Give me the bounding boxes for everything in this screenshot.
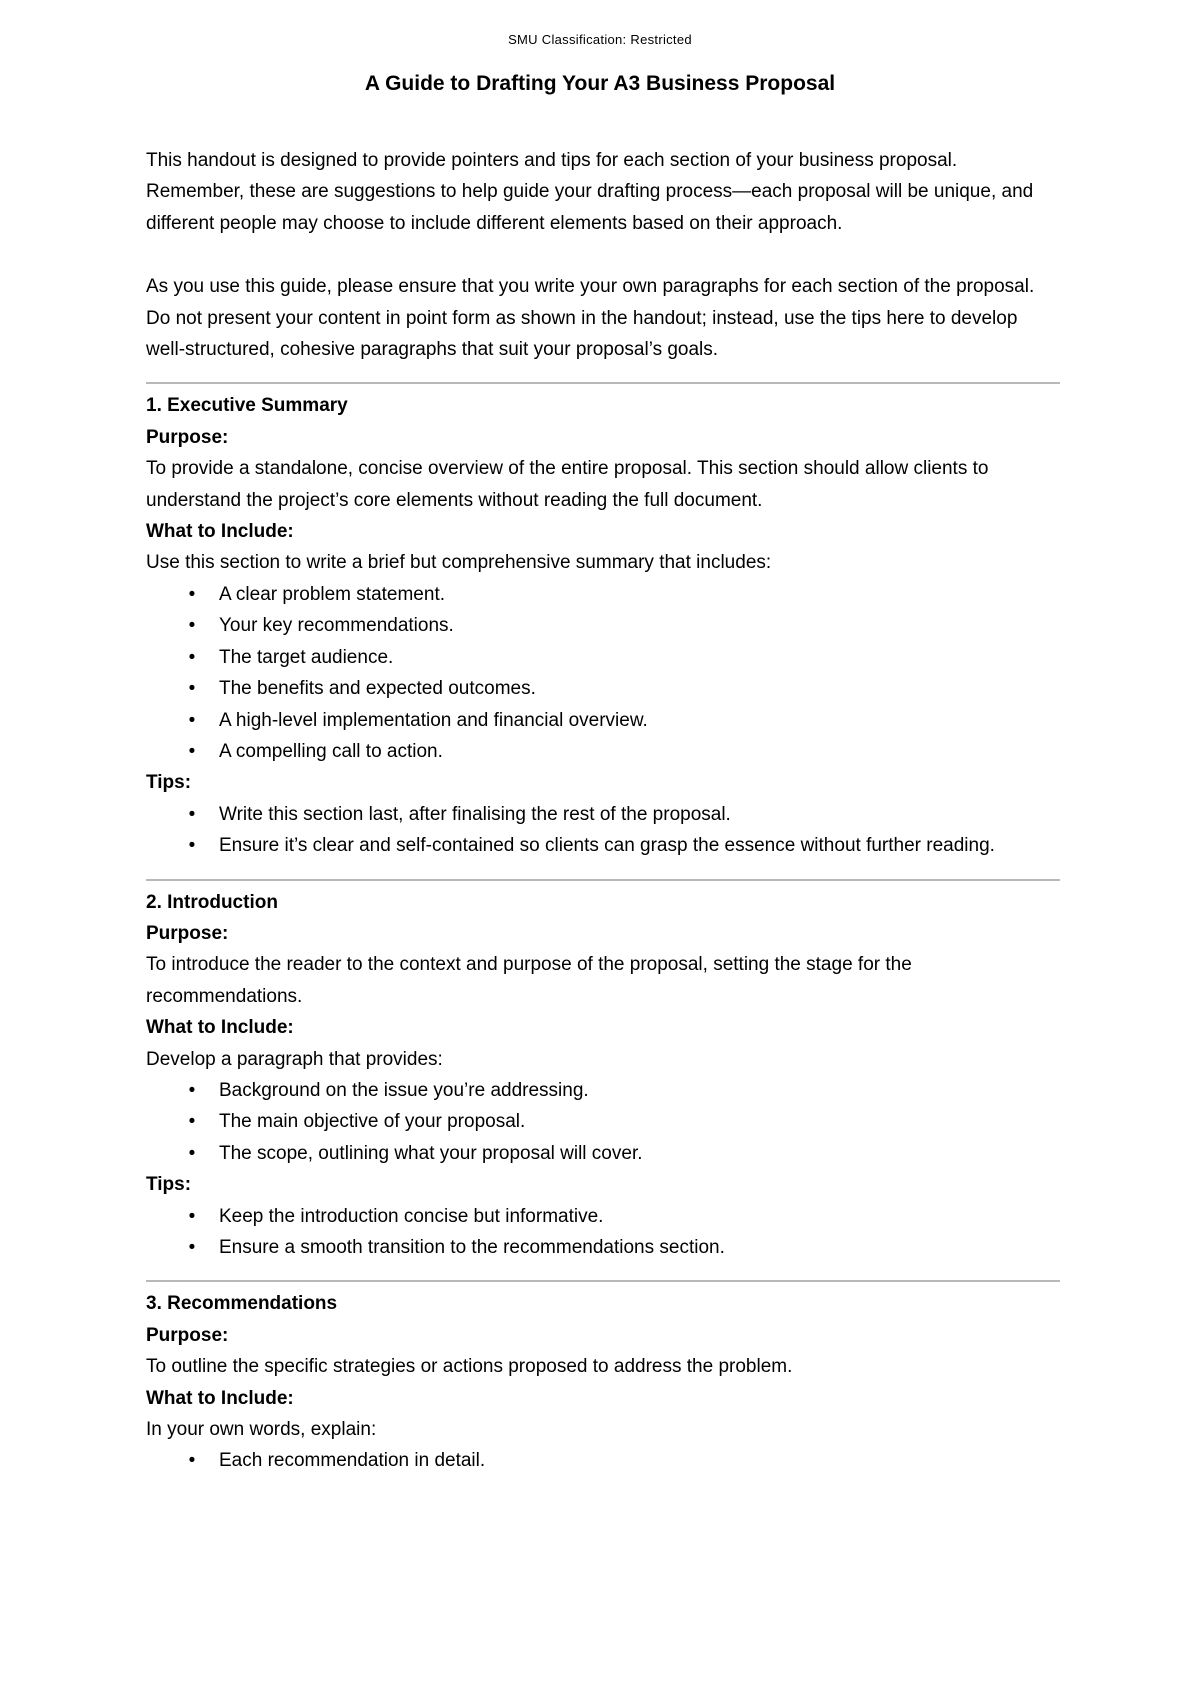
bullet-icon: • [188,1237,196,1258]
purpose-text: To introduce the reader to the context and purpose of the proposal, setting the stage for the recommendations. [146,954,912,1007]
document-body [146,145,1060,1477]
list-item [146,1138,1060,1169]
list-item [146,673,1060,704]
what-to-include-label: What to Include: [146,521,294,543]
list-item [146,799,1060,830]
tips-label: Tips: [146,772,192,794]
list-item [146,579,1060,610]
list-item [146,1232,1060,1263]
purpose-label: Purpose: [146,922,229,944]
list-item [146,610,1060,641]
list-item-text: The main objective of your proposal. [219,1111,526,1133]
bullet-icon: • [188,835,196,857]
list-item [146,705,1060,736]
list-item-text: Each recommendation in detail. [219,1450,486,1472]
bullet-icon: • [188,1079,196,1101]
tips-list [146,799,1060,862]
list-item-text: Ensure it’s clear and self-contained so clients can grasp the essence without further reading. [219,835,995,857]
include-list [146,1075,1060,1169]
list-item [146,642,1060,673]
purpose-text: To outline the specific strategies or actions proposed to address the problem. [146,1356,793,1378]
intro-paragraph: As you use this guide, please ensure that you write your own paragraphs for each section of the proposal. Do not present your content in point form as shown in the handout; instead, use the tips here to develop well-structured, cohesive paragraphs that suit your proposal’s goals. [146,276,1035,361]
include-intro-text: Develop a paragraph that provides: [146,1048,443,1070]
list-item [146,1445,1060,1476]
section-heading: 2. Introduction [146,891,278,913]
intro-paragraph: This handout is designed to provide pointers and tips for each section of your business proposal. Remember, these are suggestions to help guide your drafting process—each proposal will be unique, and different people may choose to include different elements based on their approach. [146,150,1034,234]
section-executive-summary [146,390,1060,861]
bullet-icon: • [188,615,196,637]
tips-label: Tips: [146,1174,192,1196]
document-title: A Guide to Drafting Your A3 Business Proposal [364,72,836,95]
include-list [146,1445,1060,1476]
purpose-text: To provide a standalone, concise overview of the entire proposal. This section should allow clients to understand the project’s core elements without reading the full document. [146,458,989,511]
paragraph-spacer [146,239,1060,271]
list-item-text: A high-level implementation and financial overview. [219,709,648,731]
list-item [146,830,1060,861]
bullet-icon: • [188,709,196,731]
purpose-label: Purpose: [146,426,229,448]
list-item-text: The benefits and expected outcomes. [219,678,536,700]
section-heading: 1. Executive Summary [146,395,348,417]
section-heading: 3. Recommendations [146,1293,338,1315]
list-item-text: The target audience. [219,646,394,668]
purpose-label: Purpose: [146,1324,229,1346]
bullet-icon: • [188,1111,196,1133]
bullet-icon: • [188,1142,196,1164]
what-to-include-label: What to Include: [146,1387,294,1409]
list-item [146,1201,1060,1232]
list-item [146,736,1060,767]
list-item [146,1106,1060,1137]
include-intro-text: In your own words, explain: [146,1419,377,1441]
list-item-text: Write this section last, after finalising the rest of the proposal. [219,803,731,825]
bullet-icon: • [188,803,196,825]
include-intro-text: Use this section to write a brief but comprehensive summary that includes: [146,552,772,574]
list-item [146,1075,1060,1106]
bullet-icon: • [188,1450,196,1472]
list-item-text: The scope, outlining what your proposal will cover. [219,1142,643,1164]
section-divider [146,1280,1060,1282]
list-item-text: Keep the introduction concise but informative. [219,1205,604,1227]
bullet-icon: • [188,678,196,700]
list-item-text: Your key recommendations. [219,615,454,637]
section-divider [146,382,1060,384]
list-item-text: A clear problem statement. [219,583,445,605]
include-list [146,579,1060,767]
list-item-text: Ensure a smooth transition to the recommendations section. [219,1237,725,1258]
what-to-include-label: What to Include: [146,1017,294,1039]
bullet-icon: • [188,740,196,762]
list-item-text: A compelling call to action. [219,740,443,762]
classification-label: SMU Classification: Restricted [508,32,692,47]
bullet-icon: • [188,646,196,668]
tips-list [146,1201,1060,1264]
section-recommendations [146,1288,1060,1476]
section-introduction [146,887,1060,1264]
bullet-icon: • [188,1205,196,1227]
section-divider [146,879,1060,881]
list-item-text: Background on the issue you’re addressing. [219,1079,589,1101]
bullet-icon: • [188,583,196,605]
